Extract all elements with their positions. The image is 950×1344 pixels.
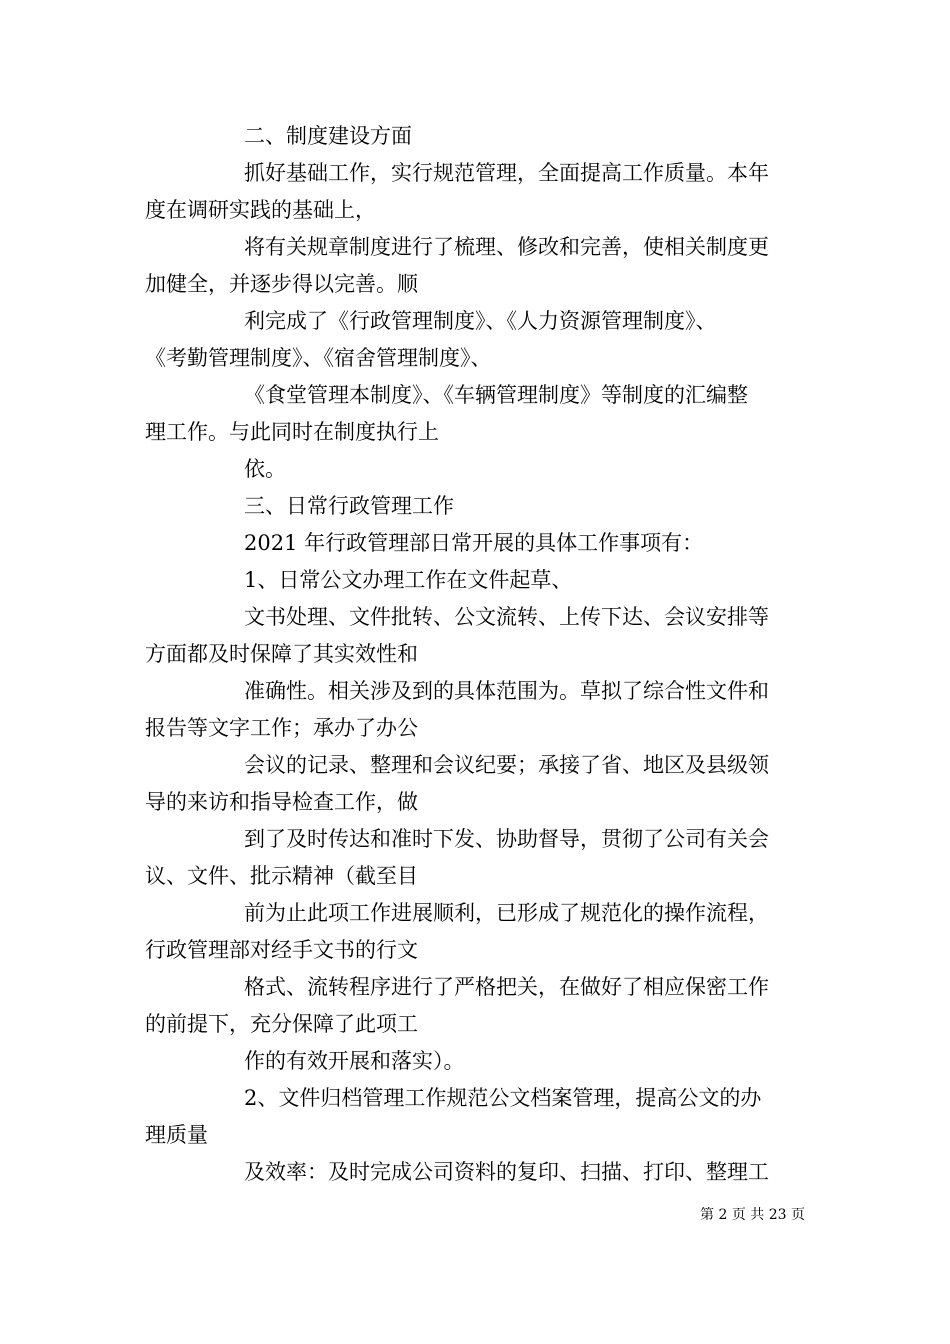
paragraph-first-line: 依。 [244, 457, 286, 481]
paragraph [145, 673, 805, 747]
paragraph-first-line: 到了及时传达和准时下发、协助督导，贯彻了公司有关会 [244, 827, 769, 851]
paragraph [145, 599, 805, 673]
paragraph-first-line: 前为止此项工作进展顺利，已形成了规范化的操作流程， [244, 901, 769, 925]
paragraph [145, 525, 805, 562]
paragraph-first-line: 《食堂管理本制度》、《车辆管理制度》等制度的汇编整 [244, 383, 748, 407]
paragraph-continuation-line: 报告等文字工作；承办了办公 [145, 716, 418, 740]
paragraph-continuation-line: 导的来访和指导检查工作，做 [145, 790, 418, 814]
paragraph [145, 118, 805, 155]
paragraph-first-line: 将有关规章制度进行了梳理、修改和完善，使相关制度更 [244, 235, 769, 259]
paragraph [145, 747, 805, 821]
paragraph-first-line: 2、文件归档管理工作规范公文档案管理，提高公文的办 [244, 1086, 762, 1110]
paragraph [145, 1043, 805, 1080]
paragraph-first-line: 1、日常公文办理工作在文件起草、 [244, 568, 573, 592]
paragraph-continuation-line: 方面都及时保障了其实效性和 [145, 642, 418, 666]
paragraph-first-line: 三、日常行政管理工作 [244, 494, 454, 518]
paragraph [145, 303, 805, 377]
page-number-footer: 第 2 页 共 23 页 [700, 1207, 805, 1223]
paragraph-first-line: 2021 年行政管理部日常开展的具体工作事项有： [244, 531, 704, 555]
paragraph [145, 451, 805, 488]
paragraph-continuation-line: 理质量 [145, 1123, 208, 1147]
paragraph-first-line: 会议的记录、整理和会议纪要；承接了省、地区及县级领 [244, 753, 769, 777]
document-body [145, 118, 805, 1191]
paragraph-first-line: 格式、流转程序进行了严格把关，在做好了相应保密工作 [244, 975, 769, 999]
paragraph [145, 969, 805, 1043]
paragraph-first-line: 抓好基础工作，实行规范管理，全面提高工作质量。本年 [244, 161, 769, 185]
paragraph [145, 821, 805, 895]
paragraph-first-line: 作的有效开展和落实）。 [244, 1049, 465, 1073]
paragraph [145, 562, 805, 599]
paragraph-continuation-line: 行政管理部对经手文书的行文 [145, 938, 418, 962]
paragraph-first-line: 利完成了《行政管理制度》、《人力资源管理制度》、 [244, 309, 717, 333]
paragraph-continuation-line: 议、文件、批示精神（截至目 [145, 864, 418, 888]
paragraph [145, 1080, 805, 1154]
paragraph [145, 895, 805, 969]
paragraph [145, 229, 805, 303]
paragraph-first-line: 准确性。相关涉及到的具体范围为。草拟了综合性文件和 [244, 679, 769, 703]
paragraph-continuation-line: 加健全，并逐步得以完善。顺 [145, 272, 418, 296]
paragraph-first-line: 文书处理、文件批转、公文流转、上传下达、会议安排等 [244, 605, 769, 629]
paragraph-continuation-line: 的前提下，充分保障了此项工 [145, 1012, 418, 1036]
paragraph [145, 488, 805, 525]
paragraph-continuation-line: 度在调研实践的基础上， [145, 198, 376, 222]
paragraph [145, 377, 805, 451]
paragraph-first-line: 及效率：及时完成公司资料的复印、扫描、打印、整理工 [244, 1160, 769, 1184]
paragraph-continuation-line: 理工作。与此同时在制度执行上 [145, 420, 439, 444]
paragraph [145, 1154, 805, 1191]
paragraph [145, 155, 805, 229]
paragraph-first-line: 二、制度建设方面 [244, 124, 412, 148]
paragraph-continuation-line: 《考勤管理制度》、《宿舍管理制度》、 [145, 346, 492, 370]
